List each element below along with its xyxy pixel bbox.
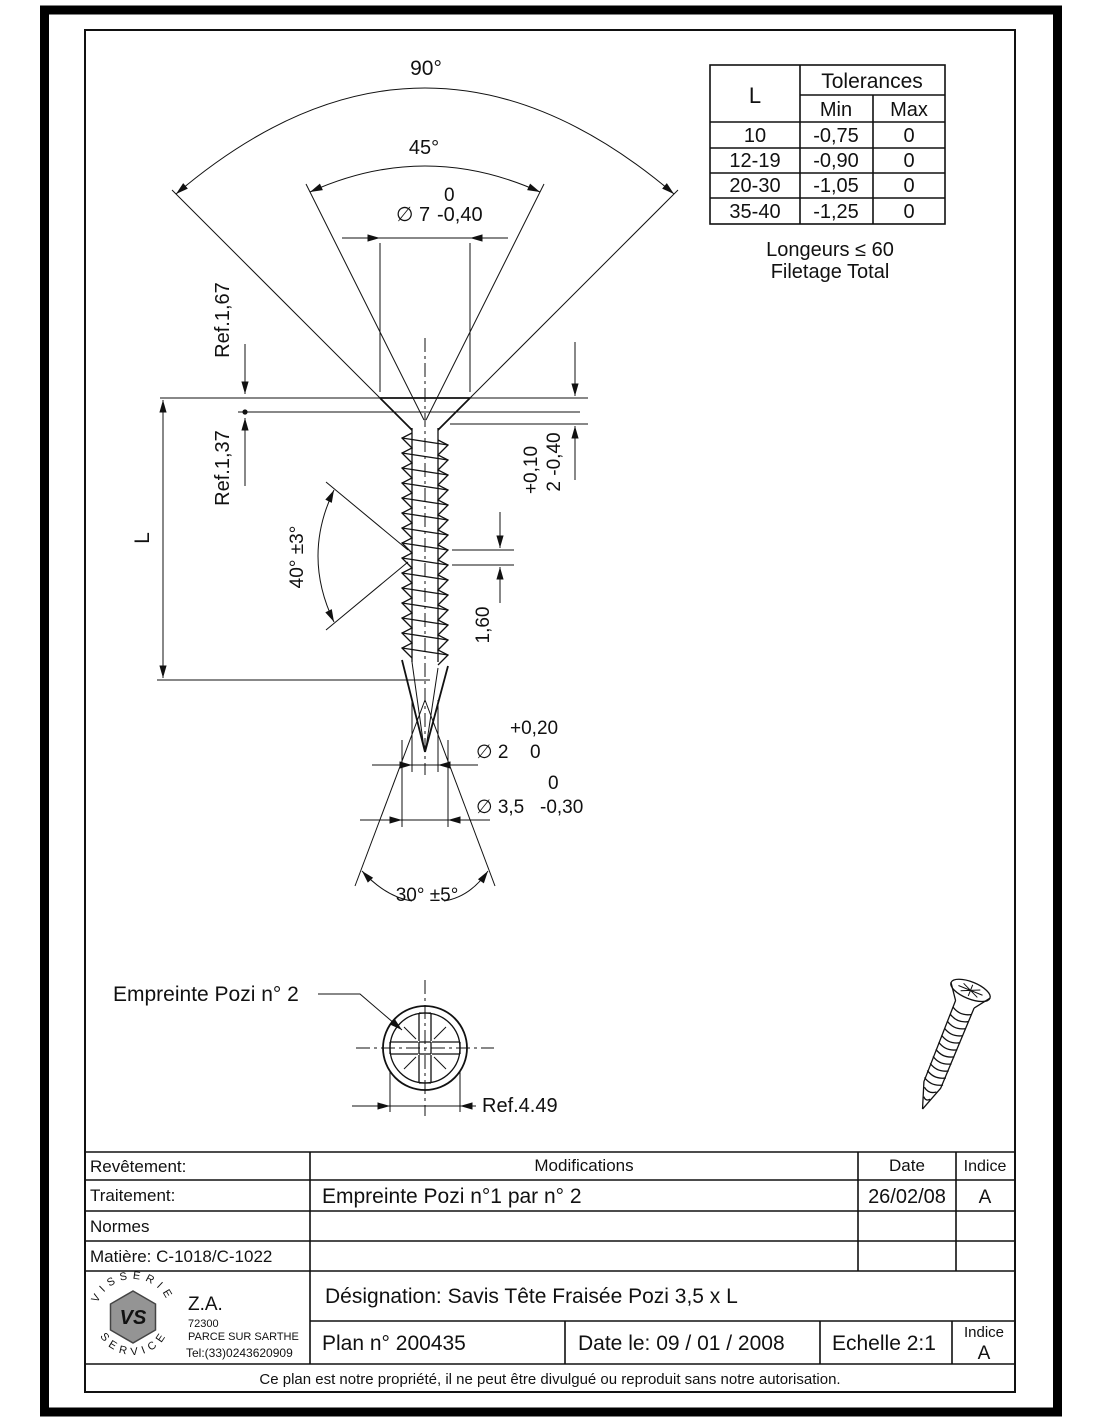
screw-front-view [172, 184, 678, 775]
tolerance-row-l: 35-40 [729, 201, 781, 223]
dim-2-upper-tol: +0,10 [521, 445, 542, 495]
dim-angle-45: 45° [408, 137, 440, 159]
dim-dia35: ∅ 3,5 [476, 797, 525, 818]
dim-dia2: ∅ 2 [476, 742, 509, 763]
tolerance-header: Tolerances [821, 70, 923, 93]
dim-dia2-upper-tol: +0,20 [510, 718, 559, 739]
dim-ref167: Ref.1,67 [212, 282, 234, 358]
pozi-recess-callout [113, 983, 558, 1117]
screw-isometric-view [903, 975, 993, 1117]
dim-pitch-160: 1,60 [473, 606, 494, 644]
dim-angle-30: 30° ±5° [395, 885, 459, 906]
tolerance-row-min: -0,75 [813, 125, 859, 147]
company-logo [89, 1270, 176, 1359]
logo-ring-bottom-text: SERVICE [97, 1327, 171, 1359]
tolerance-row-min: -0,90 [813, 150, 859, 172]
tolerance-row-min: -1,25 [813, 201, 859, 223]
indice-header: Indice [963, 1158, 1007, 1175]
title-block [85, 1152, 1015, 1388]
logo-ring-top-text: VISSERIE [89, 1269, 177, 1305]
company-tel: Tel:(33)0243620909 [186, 1346, 293, 1360]
company-za: Z.A. [188, 1294, 223, 1315]
dim-dia35-lower-tol: -0,30 [540, 797, 584, 818]
footer-note: Ce plan est notre propriété, il ne peut être divulgué ou reproduit sans notre autorisation. [259, 1371, 841, 1388]
date-value: Date le: 09 / 01 / 2008 [578, 1332, 785, 1355]
traitement-label: Traitement: [90, 1186, 176, 1205]
note-filetage: Filetage Total [770, 261, 890, 283]
revetement-label: Revêtement: [90, 1157, 187, 1176]
company-city: PARCE SUR SARTHE [188, 1331, 299, 1343]
dim-dia7: ∅ 7 [396, 204, 431, 226]
company-zip: 72300 [188, 1318, 219, 1330]
modification-entry: Empreinte Pozi n°1 par n° 2 [322, 1185, 582, 1208]
dim-dia7-upper-tol: 0 [444, 185, 455, 206]
tolerance-table [710, 65, 945, 283]
modification-indice: A [978, 1187, 992, 1208]
tolerance-min-header: Min [819, 99, 853, 121]
normes-label: Normes [90, 1217, 150, 1236]
tolerance-row-max: 0 [903, 175, 915, 197]
dim-angle-40: 40° ±3° [287, 525, 308, 589]
dim-length-l: L [131, 532, 154, 544]
dim-2: 2 -0,40 [544, 432, 565, 492]
modification-date: 26/02/08 [868, 1186, 946, 1208]
pozi-callout-label: Empreinte Pozi n° 2 [113, 983, 299, 1006]
dim-angle-90: 90° [410, 57, 442, 80]
tolerance-max-header: Max [890, 99, 928, 121]
logo-monogram: VS [119, 1307, 147, 1329]
designation-text: Désignation: Savis Tête Fraisée Pozi 3,5 x L [325, 1285, 738, 1308]
note-longeurs: Longeurs ≤ 60 [766, 239, 894, 261]
dim-ref449: Ref.4.49 [482, 1095, 558, 1117]
tolerance-row-max: 0 [903, 125, 915, 147]
modifications-header: Modifications [534, 1156, 634, 1175]
tolerance-row-max: 0 [903, 150, 915, 172]
plan-number: Plan n° 200435 [322, 1332, 466, 1355]
tolerance-row-min: -1,05 [813, 175, 859, 197]
tolerance-row-max: 0 [903, 201, 915, 223]
dim-ref137: Ref.1,37 [212, 430, 234, 506]
matiere-label: Matière: C-1018/C-1022 [90, 1247, 273, 1266]
tolerance-row-l: 20-30 [729, 175, 781, 197]
dim-dia35-upper-tol: 0 [548, 773, 559, 794]
indice-label-bottom: Indice [963, 1324, 1005, 1341]
tolerance-col-l-header: L [748, 83, 762, 108]
tolerance-row-l: 12-19 [729, 150, 781, 172]
dim-dia7-lower-tol: -0,40 [437, 204, 483, 226]
indice-value-bottom: A [977, 1343, 991, 1364]
pozi-end-view [356, 980, 494, 1116]
date-header: Date [889, 1156, 925, 1175]
tolerance-row-l: 10 [743, 125, 767, 147]
echelle-value: Echelle 2:1 [832, 1332, 936, 1355]
dimension-annotations [131, 57, 674, 906]
dim-dia2-lower-tol: 0 [530, 742, 541, 763]
